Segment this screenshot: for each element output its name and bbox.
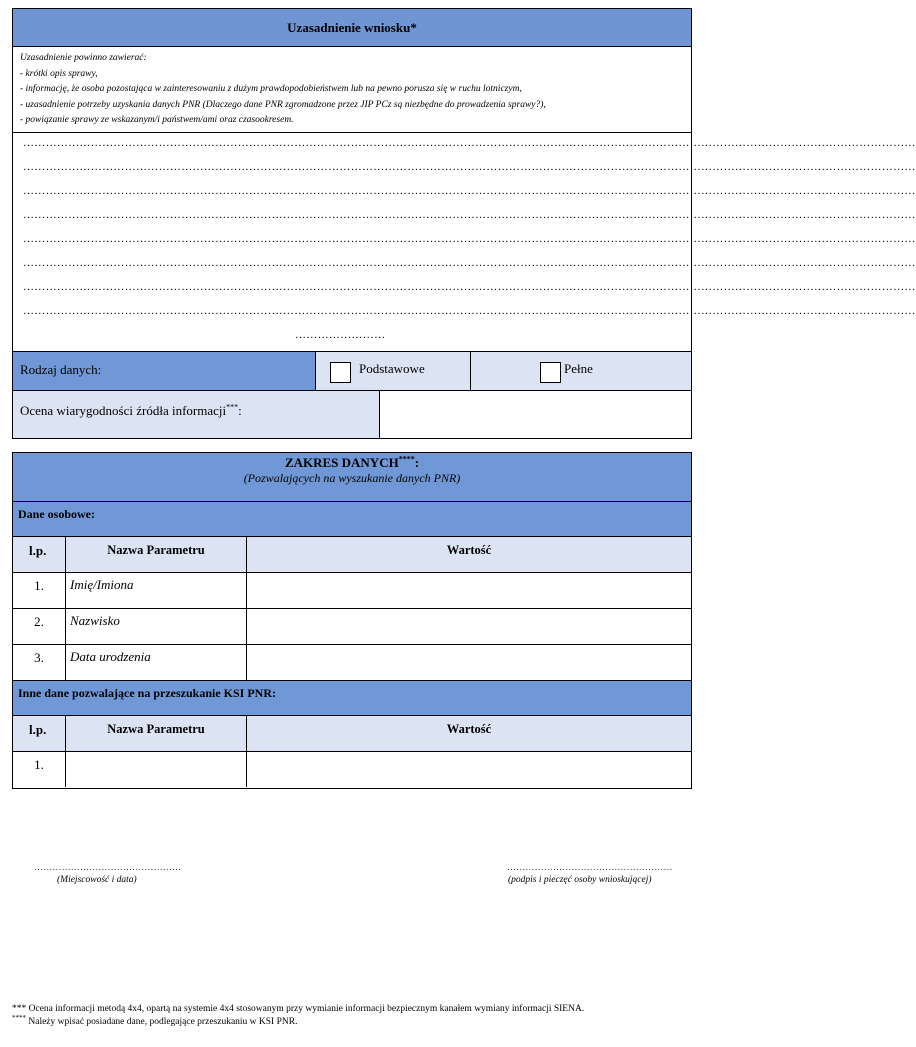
param-name: Nazwisko xyxy=(66,609,247,644)
footnote-text: Ocena informacji metodą 4x4, opartą na systemie 4x4 stosowanym przy wymianie informacji bezpiecznym kanałem wymiany informacji SIENA. xyxy=(26,1004,585,1014)
instruction-line: - powiązanie sprawy ze wskazanym/i państwem/ami oraz czasookresem. xyxy=(20,115,294,125)
full-label: Pełne xyxy=(564,361,593,376)
data-scope-title xyxy=(13,455,691,471)
dotted-line: ………………………………………………………………………………………………………………………………………………………………………………………………………………… xyxy=(23,185,916,197)
table-row xyxy=(13,609,691,645)
option-basic[interactable] xyxy=(316,352,471,390)
row-number: 1. xyxy=(13,752,66,787)
col-name: Nazwa Parametru xyxy=(66,716,247,751)
instruction-line: - krótki opis sprawy, xyxy=(20,68,98,79)
col-value: Wartość xyxy=(446,722,492,736)
instruction-line: - uzasadnienie potrzeby uzyskania danych PNR (Dlaczego dane PNR zgromadzone przez JIP PCz są niezbędne do prowadzenia sprawy?), xyxy=(20,99,546,110)
row-number: 2. xyxy=(13,609,66,644)
param-name: Imię/Imiona xyxy=(66,573,247,608)
evaluation-label xyxy=(13,391,380,438)
dotted-line: ………………………………………………………………………………………………………………………………………………………………………………………………………………… xyxy=(23,209,916,221)
col-lp: l.p. xyxy=(13,537,66,572)
table-row xyxy=(13,573,691,609)
param-value-field[interactable] xyxy=(247,645,691,680)
col-name: Nazwa Parametru xyxy=(66,537,247,572)
instruction-line: Uzasadnienie powinno zawierać: xyxy=(20,53,147,63)
evaluation-field[interactable] xyxy=(380,391,691,438)
evaluation-label-text: Ocena wiarygodności źródła informacji xyxy=(20,403,227,418)
col-value: Wartość xyxy=(446,543,492,557)
dotted-line: ………………………………………………………………………………………………………………………………………………………………………………………………………………… xyxy=(23,161,916,173)
place-date-line[interactable]: ………………………………………… xyxy=(34,862,182,872)
footnote-mark: *** xyxy=(12,1004,27,1014)
data-type-row xyxy=(13,352,691,391)
signature-line[interactable]: ……………………………………………… xyxy=(507,862,673,872)
param-value-field[interactable] xyxy=(247,573,691,608)
footnote-ref: **** xyxy=(398,454,415,464)
footnote-text: Należy wpisać posiadane dane, podlegające przeszukaniu w KSI PNR. xyxy=(26,1017,298,1027)
personal-data-header: Dane osobowe: xyxy=(13,502,691,537)
justification-instructions xyxy=(13,47,691,133)
data-scope-colon: : xyxy=(414,455,420,470)
row-number: 1. xyxy=(13,573,66,608)
justification-section xyxy=(12,8,916,439)
col-lp: l.p. xyxy=(13,716,66,751)
footnote xyxy=(12,1013,298,1027)
data-scope-header xyxy=(13,453,691,502)
evaluation-colon: : xyxy=(238,403,242,418)
justification-title: Uzasadnienie wniosku* xyxy=(13,9,691,47)
dotted-line: ………………………………………………………………………………………………………………………………………………………………………………………………………………… xyxy=(23,281,916,293)
param-name: Data urodzenia xyxy=(66,645,247,680)
param-value-field[interactable] xyxy=(247,752,691,787)
other-data-header: Inne dane pozwalające na przeszukanie KSI PNR: xyxy=(13,681,691,716)
footnote-ref: *** xyxy=(226,402,239,412)
table-row xyxy=(13,752,691,787)
data-scope-subtitle: (Pozwalających na wyszukanie danych PNR) xyxy=(243,471,461,485)
data-scope-section xyxy=(12,452,692,789)
full-checkbox[interactable] xyxy=(540,362,561,383)
footnote-mark: **** xyxy=(12,1013,26,1022)
row-number: 3. xyxy=(13,645,66,680)
evaluation-row xyxy=(13,391,691,438)
personal-table-header xyxy=(13,537,691,573)
instruction-line: - informację, że osoba pozostająca w zainteresowaniu z dużym prawdopodobieństwem lub na pewno porusza się w ruchu lotniczym, xyxy=(20,84,522,94)
justification-text-area[interactable] xyxy=(13,133,916,352)
option-full[interactable] xyxy=(471,352,691,390)
param-name-field[interactable] xyxy=(66,752,247,787)
dotted-line-short: …………………… xyxy=(295,329,386,341)
basic-label: Podstawowe xyxy=(359,361,425,376)
data-scope-title-text: ZAKRES DANYCH xyxy=(284,455,399,470)
dotted-line: ………………………………………………………………………………………………………………………………………………………………………………………………………………… xyxy=(23,137,916,149)
dotted-line: ………………………………………………………………………………………………………………………………………………………………………………………………………………… xyxy=(23,257,916,269)
signature-caption: (podpis i pieczęć osoby wnioskującej) xyxy=(508,875,652,885)
other-table-header xyxy=(13,716,691,752)
param-value-field[interactable] xyxy=(247,609,691,644)
basic-checkbox[interactable] xyxy=(330,362,351,383)
place-date-caption: (Miejscowość i data) xyxy=(57,875,137,885)
footnote xyxy=(12,1004,584,1014)
dotted-line: ………………………………………………………………………………………………………………………………………………………………………………………………………………… xyxy=(23,233,916,245)
dotted-line: ………………………………………………………………………………………………………………………………………………………………………………………………………………… xyxy=(23,305,916,317)
data-type-label: Rodzaj danych: xyxy=(13,352,316,390)
table-row xyxy=(13,645,691,681)
